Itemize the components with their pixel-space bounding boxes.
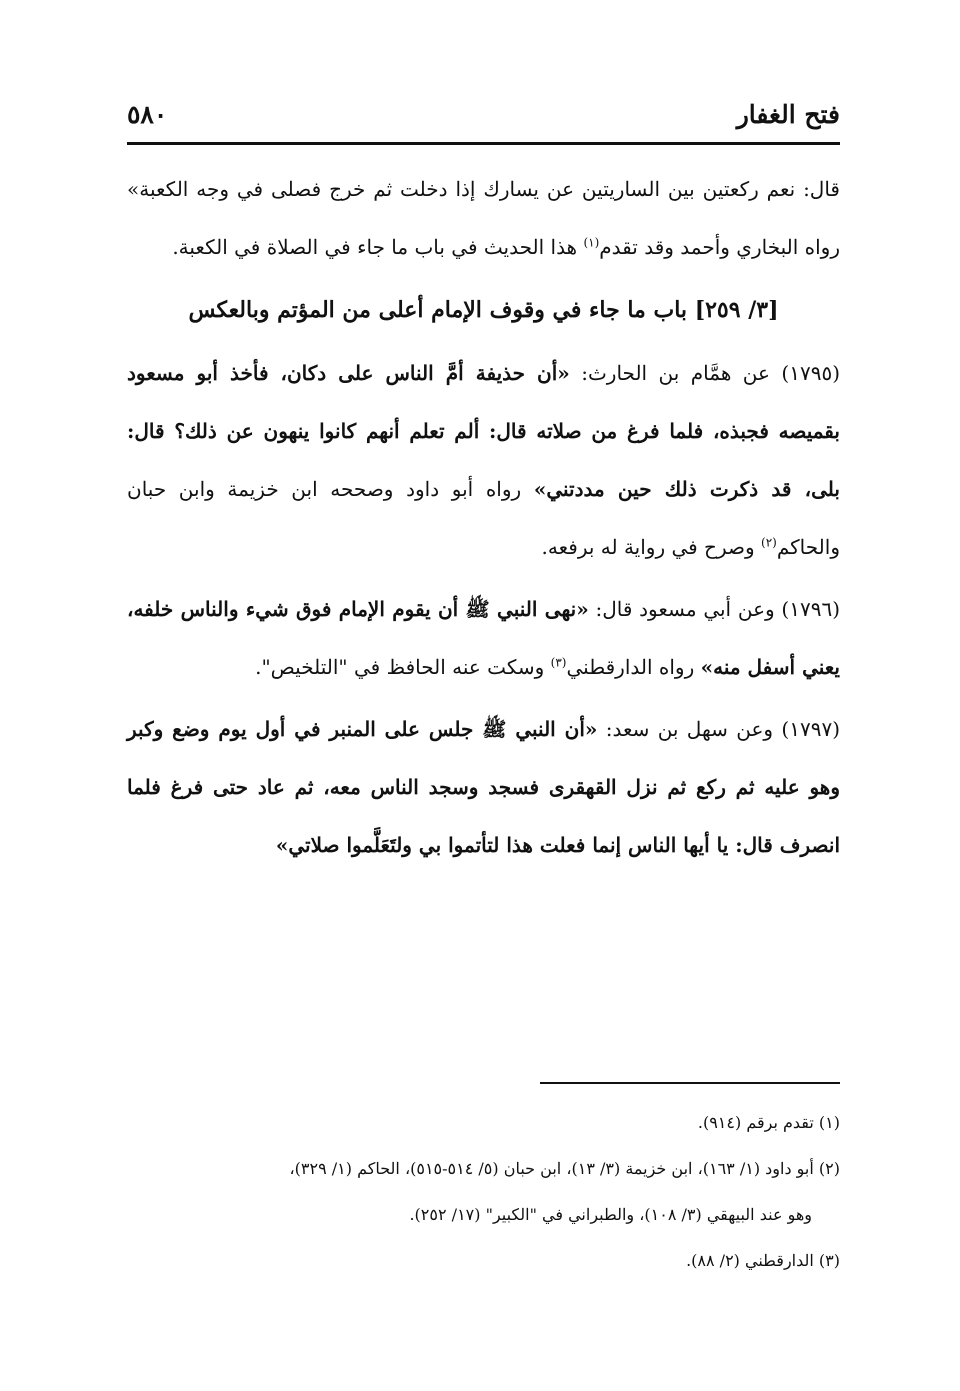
hadith-source: رواه أبو داود وصححه ابن خزيمة وابن حبان والحاكم [127,477,840,559]
hadith-number: (١٧٩٧) [781,717,840,741]
paragraph-text-tail: هذا الحديث في باب ما جاء في الصلاة في الكعبة. [172,235,584,259]
hadith-source-end: وسكت عنه الحافظ في "التلخيص". [255,655,551,679]
paragraph-text: قال: نعم ركعتين بين الساريتين عن يسارك إذا دخلت ثم خرج فصلى في وجه الكعبة» رواه البخاري وأحمد وقد تقدم [127,177,840,259]
hadith-quote: «أن النبي ﷺ جلس على المنبر في أول يوم وضع وكبر وهو عليه ثم ركع ثم نزل القهقرى فسجد وسجد الناس معه، ثم عاد حتى فرغ فلما انصرف قال: يا أيها الناس إنما فعلت هذا لتأتموا بي ولتَعَلَّموا صلاتي» [127,717,840,857]
footnotes [127,1100,840,1284]
hadith-source: رواه الدارقطني [566,655,701,679]
hadith-number: (١٧٩٥) [781,361,840,385]
hadith-1795 [127,344,840,576]
footnote-ref: (١) [583,235,600,250]
page-number: ٥٨٠ [127,100,168,129]
hadith-number: (١٧٩٦) [781,597,840,621]
hadith-1797 [127,700,840,874]
main-text [127,160,840,874]
book-title: فتح الغفار [736,100,840,129]
hadith-intro: وعن أبي مسعود قال: [588,597,782,621]
footnote-divider [540,1082,840,1084]
hadith-intro: عن همَّام بن الحارث: [569,361,782,385]
footnote-2-continuation: وهو عند البيهقي (٣/ ١٠٨)، والطبراني في "الكبير" (١٧/ ٢٥٢). [409,1205,812,1224]
footnote-1: (١) تقدم برقم (٩١٤). [697,1113,840,1132]
hadith-intro: وعن سهل بن سعد: [597,717,782,741]
chapter-heading: [٣/ ٢٥٩] باب ما جاء في وقوف الإمام أعلى من المؤتم وبالعكس [188,297,779,323]
page-header [127,98,840,145]
footnote-2: (٢) أبو داود (١/ ١٦٣)، ابن خزيمة (٣/ ١٣)، ابن حبان (٥/ ٥١٤-٥١٥)، الحاكم (١/ ٣٢٩)، [289,1159,840,1178]
footnote-3: (٣) الدارقطني (٢/ ٨٨). [686,1251,840,1270]
footnote-ref: (٢) [761,535,777,550]
hadith-source-end: وصرح في رواية له برفعه. [541,535,762,559]
paragraph-continuation [127,160,840,276]
hadith-1796 [127,580,840,696]
hadith-quote: «نهى النبي ﷺ أن يقوم الإمام فوق شيء والناس خلفه، يعني أسفل منه» [127,597,840,679]
hadith-quote: «أن حذيفة أمَّ الناس على دكان، فأخذ أبو مسعود بقميصه فجبذه، فلما فرغ من صلاته قال: ألم تعلم أنهم كانوا ينهون عن ذلك؟ قال: بلى، قد ذكرت ذلك حين مددتني» [127,361,840,501]
footnote-ref: (٣) [550,655,567,670]
book-page [127,0,840,1391]
